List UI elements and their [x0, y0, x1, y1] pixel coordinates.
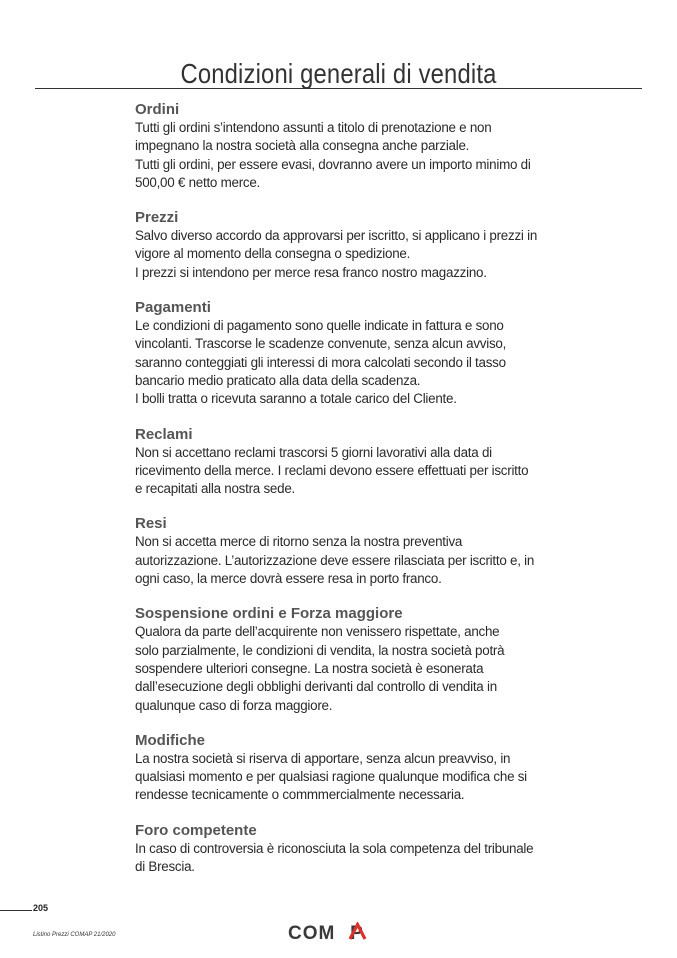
- section: [135, 732, 555, 805]
- section-body: [135, 227, 555, 282]
- section-body: [135, 840, 555, 877]
- body-line: impegnano la nostra società alla consegna anche parziale.: [135, 138, 470, 154]
- section: [135, 822, 555, 877]
- section-body: [135, 750, 555, 805]
- body-line: Salvo diverso accordo da approvarsi per iscritto, si applicano i prezzi in: [135, 228, 538, 244]
- body-line: saranno conteggiati gli interessi di mora calcolati secondo il tasso: [135, 354, 506, 370]
- section-heading: Sospensione ordini e Forza maggiore: [135, 605, 403, 623]
- section-heading: Pagamenti: [135, 299, 211, 317]
- body-line: vincolanti. Trascorse le scadenze convenute, senza alcun avviso,: [135, 336, 507, 352]
- section-body: [135, 623, 555, 714]
- section-body: [135, 444, 555, 499]
- body-line: e recapitati alla nostra sede.: [135, 481, 295, 497]
- body-line: qualunque caso di forza maggiore.: [135, 697, 333, 713]
- body-line: I prezzi si intendono per merce resa franco nostro magazzino.: [135, 264, 487, 280]
- title-divider: [35, 88, 642, 89]
- section: [135, 209, 555, 282]
- body-line: Tutti gli ordini, per essere evasi, dovranno avere un importo minimo di: [135, 156, 531, 172]
- page-title: Condizioni generali di vendita: [180, 58, 497, 89]
- section-heading: Resi: [135, 515, 167, 533]
- body-line: ricevimento della merce. I reclami devono essere effettuati per iscritto: [135, 462, 529, 478]
- footer-divider: [0, 910, 32, 911]
- body-line: La nostra società si riserva di apportare, senza alcun preavviso, in: [135, 750, 511, 766]
- body-line: solo parzialmente, le condizioni di vendita, la nostra società potrà: [135, 642, 505, 658]
- section-body: [135, 317, 555, 408]
- section-heading: Reclami: [135, 425, 193, 443]
- conditions-content: [135, 101, 555, 893]
- body-line: I bolli tratta o ricevuta saranno a totale carico del Cliente.: [135, 391, 457, 407]
- section-heading: Ordini: [135, 101, 180, 118]
- body-line: Le condizioni di pagamento sono quelle indicate in fattura e sono: [135, 318, 504, 334]
- body-line: Qualora da parte dell’acquirente non venissero rispettate, anche: [135, 624, 500, 640]
- body-line: di Brescia.: [135, 859, 195, 875]
- body-line: ogni caso, la merce dovrà essere resa in porto franco.: [135, 571, 442, 587]
- body-line: Non si accettano reclami trascorsi 5 giorni lavorativi alla data di: [135, 444, 492, 460]
- section-heading: Modifiche: [135, 731, 205, 749]
- section-heading: Prezzi: [135, 209, 179, 227]
- body-line: bancario medio praticato alla data della scadenza.: [135, 372, 421, 388]
- body-line: rendesse tecnicamente o commmercialmente necessaria.: [135, 787, 465, 803]
- body-line: vigore al momento della consegna o spedizione.: [135, 246, 411, 262]
- section-heading: Foro competente: [135, 821, 257, 839]
- section: [135, 101, 555, 192]
- body-line: sospendere ulteriori consegne. La nostra società è esonerata: [135, 660, 484, 676]
- section-body: [135, 119, 555, 192]
- body-line: qualsiasi momento e per qualsiasi ragione qualunque modifica che si: [135, 769, 527, 785]
- section: [135, 299, 555, 408]
- section: [135, 605, 555, 714]
- logo-text: COMAP: [288, 923, 364, 942]
- body-line: Non si accetta merce di ritorno senza la nostra preventiva: [135, 534, 463, 550]
- body-line: dall’esecuzione degli obblighi derivanti dal controllo di vendita in: [135, 679, 497, 695]
- footer-catalog-label: Listino Prezzi COMAP 21/2020: [33, 932, 116, 938]
- body-line: In caso di controversia è riconosciuta la sola competenza del tribunale: [135, 840, 534, 856]
- section: [135, 426, 555, 499]
- comap-logo: [288, 922, 392, 942]
- section: [135, 515, 555, 588]
- section-body: [135, 533, 555, 588]
- body-line: autorizzazione. L’autorizzazione deve essere rilasciata per iscritto e, in: [135, 552, 535, 568]
- page-number: 205: [33, 903, 49, 913]
- body-line: Tutti gli ordini s’intendono assunti a titolo di prenotazione e non: [135, 120, 492, 135]
- body-line: 500,00 € netto merce.: [135, 174, 261, 190]
